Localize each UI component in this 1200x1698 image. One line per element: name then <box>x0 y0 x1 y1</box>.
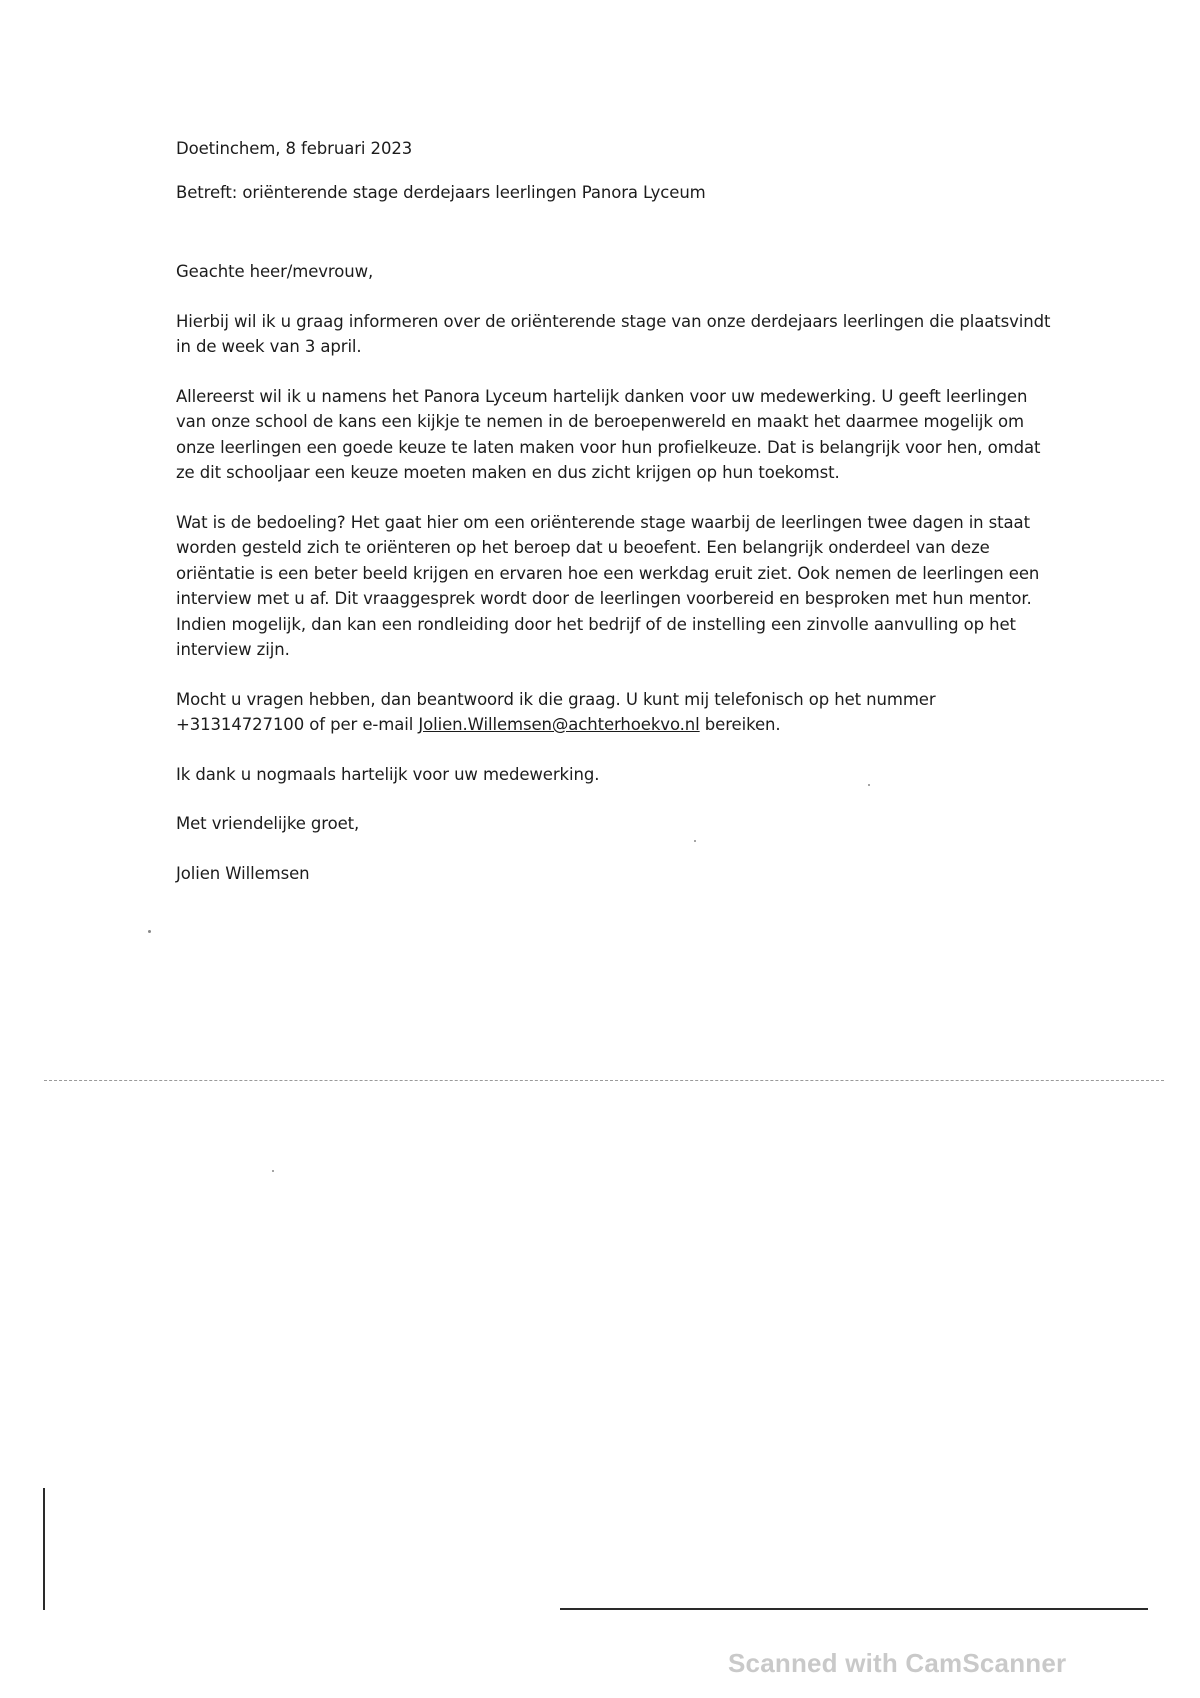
letter-subject: Betreft: oriënterende stage derdejaars leerlingen Panora Lyceum <box>176 182 706 202</box>
scan-fold-line <box>44 1080 1164 1081</box>
scan-speck <box>272 1170 274 1172</box>
letter-signature: Jolien Willemsen <box>176 863 310 883</box>
camscanner-watermark: Scanned with CamScanner <box>728 1648 1067 1678</box>
scan-speck <box>148 930 151 933</box>
paragraph-contact <box>176 687 1056 738</box>
scan-edge-line-left <box>43 1488 45 1610</box>
scan-speck <box>868 784 870 786</box>
letter-date: Doetinchem, 8 februari 2023 <box>176 139 413 158</box>
contact-text-end: bereiken. <box>699 715 781 734</box>
letter-body <box>176 136 1056 886</box>
scan-edge-line-bottom <box>560 1608 1148 1610</box>
letter-salutation: Geachte heer/mevrouw, <box>176 262 374 281</box>
letter-closing: Met vriendelijke groet, <box>176 814 360 833</box>
email-link[interactable]: Jolien.Willemsen@achterhoekvo.nl <box>418 715 700 734</box>
paragraph-intro: Hierbij wil ik u graag informeren over de oriënterende stage van onze derdejaars leerlingen die plaatsvindt in de week van 3 april. <box>176 311 1051 356</box>
contact-text: Mocht u vragen hebben, dan beantwoord ik die graag. U kunt mij telefonisch op het nummer +31314727100 of per e-mail <box>176 689 936 734</box>
paragraph-closing-thanks: Ik dank u nogmaals hartelijk voor uw medewerking. <box>176 764 600 784</box>
paragraph-thanks: Allereerst wil ik u namens het Panora Lyceum hartelijk danken voor uw medewerking. U geeft leerlingen van onze school de kans een kijkje te nemen in de beroepenwereld en maakt het daarmee mogelijk om onze leerlingen een goede keuze te laten maken voor hun profielkeuze. Dat is belangrijk voor hen, omdat ze dit schooljaar een keuze moeten maken en dus zicht krijgen op hun toekomst. <box>176 386 1041 482</box>
scan-speck <box>694 840 696 842</box>
paragraph-purpose: Wat is de bedoeling? Het gaat hier om een oriënterende stage waarbij de leerlingen twee dagen in staat worden gesteld zich te oriënteren op het beroep dat u beoefent. Een belangrijk onderdeel van deze oriëntatie is een beter beeld krijgen en ervaren hoe een werkdag eruit ziet. Ook nemen de leerlingen een interview met u af. Dit vraaggesprek wordt door de leerlingen voorbereid en besproken met hun mentor. Indien mogelijk, dan kan een rondleiding door het bedrijf of de instelling een zinvolle aanvulling op het interview zijn. <box>176 512 1040 659</box>
